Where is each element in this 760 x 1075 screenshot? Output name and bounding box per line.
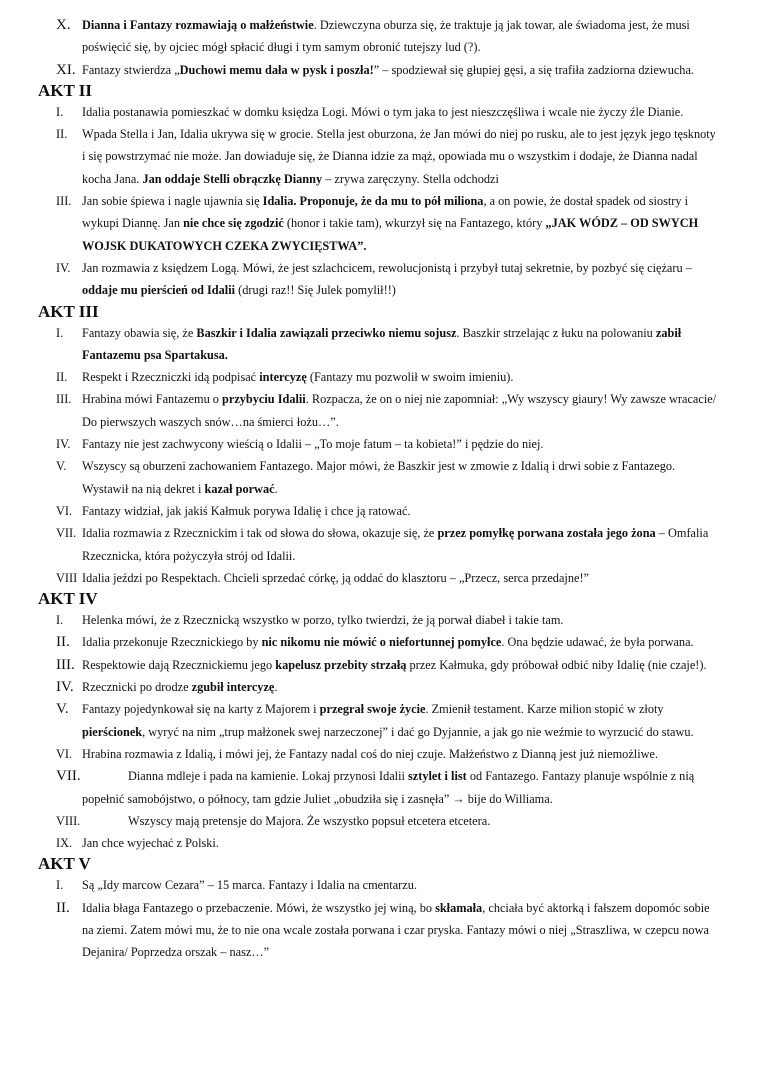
text-run: , chciała być aktorką i fałszem dopomóc sobie na ziemi. Zatem mówi mu, że to nie ona wcale została porwana i czar pryska. Fantazy mówi o niej „Straszliwa, w czepcu nowa Dejanira/ Poprzedza orszak – nasz…” (82, 900, 710, 960)
text-run: . Baszkir strzelając z łuku na polowaniu (456, 325, 656, 340)
scene-number: IV. (56, 437, 71, 452)
bold-text: Duchowi memu dała w pysk i poszła! (179, 62, 374, 77)
bold-text: intercyzę (259, 370, 307, 385)
scene-text (82, 105, 683, 119)
scene-item (0, 190, 760, 257)
scene-text (82, 63, 694, 77)
text-run: Hrabina rozmawia z Idalią, i mówi jej, że Fantazy nadal coś do niej czuje. Małżeństwo z Dianną jest już niemożliwe. (82, 746, 659, 761)
scene-item (0, 500, 760, 522)
text-run: – Omfalia Rzecznicka, która pożyczyła strój od Idalii. (82, 526, 709, 563)
scene-list (0, 609, 760, 854)
text-run: Fantazy stwierdza „ (82, 62, 180, 77)
text-run: Dianna mdleje i pada na kamienie. Lokaj przynosi Idalii (128, 769, 409, 784)
text-run: Respekt i Rzeczniczki idą podpisać (82, 370, 260, 385)
scene-number: I. (56, 325, 64, 340)
act-section (0, 589, 760, 854)
scene-number: II. (56, 634, 70, 651)
text-run: . Dziewczyna oburza się, że traktuje ją jak towar, ale świadoma jest, że musi poświęcić się, by ojciec mógł spłacić długi i tym samym obronić tutejszy lud (?). (82, 18, 690, 55)
scene-item (0, 631, 760, 653)
scene-item (0, 257, 760, 302)
scene-number: IX. (56, 836, 73, 851)
text-run: Idalia jeździ po Respektach. Chcieli sprzedać córkę, ją oddać do klasztoru – „Przecz, serca przedajne!” (82, 570, 589, 585)
text-run: . Zmienił testament. Karze milion stopić w złoty (425, 702, 664, 717)
scene-text (82, 18, 690, 54)
text-run: (honor i takie tam), wkurzył się na Fantazego, który (283, 216, 546, 231)
scene-text (82, 504, 410, 518)
scene-number: II. (56, 127, 68, 142)
text-run: Idalia rozmawia z Rzecznickim i tak od słowa do słowa, okazuje się, że (82, 526, 438, 541)
text-run: bije do Williama. (464, 791, 553, 806)
text-run: Są „Idy marcow Cezara” – 15 marca. Fantazy i Idalia na cmentarzu. (82, 878, 417, 893)
text-run: Jan sobie śpiewa i nagle ujawnia się (82, 194, 263, 209)
scene-text (82, 326, 681, 362)
scene-item (0, 366, 760, 388)
scene-item (0, 14, 760, 59)
bold-text: skłamała (435, 900, 483, 915)
text-run: (drugi raz!! Się Julek pomylił!!) (235, 283, 396, 298)
scene-text (82, 194, 698, 253)
text-run: Jan chce wyjechać z Polski. (82, 836, 219, 851)
text-run: (Fantazy mu pozwolił w swoim imieniu). (306, 370, 514, 385)
text-run: Fantazy obawia się, że (82, 325, 197, 340)
scene-item (0, 810, 760, 832)
bold-text: kapelusz przebity strzałą (275, 657, 407, 672)
text-run: Idalia błaga Fantazego o przebaczenie. Mówi, że wszystko jej winą, bo (82, 900, 436, 915)
scene-item (0, 567, 760, 589)
scene-item (0, 388, 760, 433)
act-section (0, 302, 760, 590)
scene-number: IV. (56, 260, 71, 275)
act-section (0, 854, 760, 963)
scene-text (82, 814, 490, 828)
text-run: . (274, 680, 278, 695)
scene-number: I. (56, 613, 64, 628)
scene-list (0, 874, 760, 963)
bold-text: przybyciu Idalii (222, 392, 306, 407)
scene-number: I. (56, 104, 64, 119)
text-run: Fantazy pojedynkował się na karty z Majorem i (82, 702, 320, 717)
scene-number: I. (56, 878, 64, 893)
bold-text: oddaje mu pierścień od Idalii (82, 283, 236, 298)
text-run: . (274, 481, 278, 496)
text-run: Helenka mówi, że z Rzecznicką wszystko w porzo, tylko twierdzi, że ją porwał diabeł i takie tam. (82, 613, 564, 628)
text-run: ” – spodziewał się głupiej gęsi, a się trafiła zadziorna dziewucha. (373, 62, 694, 77)
bold-text: nie chce się zgodzić (183, 216, 284, 231)
bold-text: przegrał swoje życie (319, 702, 426, 717)
text-run: Respektowie dają Rzecznickiemu jego (82, 657, 276, 672)
scene-item (0, 654, 760, 676)
text-run: Fantazy widział, jak jakiś Kałmuk porywa Idalię i chce ją ratować. (82, 503, 411, 518)
scene-text (82, 437, 543, 451)
act-heading: AKT IV (38, 589, 98, 609)
scene-item (0, 123, 760, 190)
scene-item (0, 322, 760, 367)
text-run: Idalia postanawia pomieszkać w domku księdza Logi. Mówi o tym jaka to jest nieszczęśliwa i wcale nie życzy źle Dianie. (82, 104, 684, 119)
text-run: . Ona będzie udawać, że była porwana. (501, 635, 694, 650)
bold-text: Jan oddaje Stelli obrączkę Dianny (142, 171, 323, 186)
scene-number: V. (56, 459, 67, 474)
bold-text: zgubił intercyzę (191, 680, 275, 695)
scene-text (82, 769, 694, 805)
scene-text (82, 370, 513, 384)
scene-item (0, 433, 760, 455)
bold-text: zabił Fantazemu psa Spartakusa. (82, 325, 682, 362)
scene-text (82, 261, 692, 297)
scene-item (0, 874, 760, 896)
text-run: , a on powie, że dostał spadek od siostry i wykupi Diannę. Jan (82, 194, 689, 231)
scene-text (82, 680, 277, 694)
text-run: Wszyscy są oburzeni zachowaniem Fantazego. Major mówi, że Baszkir jest w zmowie z Idalią i drwi sobie z Fantazego. Wystawił na nią dekret i (82, 459, 676, 496)
bold-text: nic nikomu nie mówić o niefortunnej pomyłce (261, 635, 502, 650)
scene-item (0, 743, 760, 765)
scene-number: IV. (56, 679, 74, 696)
text-run: Hrabina mówi Fantazemu o (82, 392, 223, 407)
bold-text: pierścionek (82, 724, 143, 739)
scene-item (0, 59, 760, 81)
scene-text (82, 878, 417, 892)
scene-number: II. (56, 370, 68, 385)
act-heading: AKT V (38, 854, 91, 874)
scene-text (82, 635, 694, 649)
act-section (0, 81, 760, 302)
scene-number: XI. (56, 61, 76, 78)
text-run: od Fantazego. Fantazy planuje wspólnie z nią popełnić samobójstwo, o północy, tam gdzie Juliet „obudziła się i zasnęła” (82, 769, 695, 806)
scene-number: X. (56, 17, 71, 33)
bold-text: Dianna i Fantazy rozmawiają o małżeństwie (82, 18, 314, 32)
scene-number: III. (56, 194, 72, 209)
bold-text: sztylet i list (408, 769, 467, 784)
act-section (0, 14, 760, 81)
scene-number: III. (56, 392, 72, 407)
act-heading: AKT II (38, 80, 93, 100)
scene-text (82, 392, 716, 428)
scene-item (0, 765, 760, 810)
bold-text: → (452, 791, 465, 806)
scene-text (82, 747, 658, 761)
scene-number: V. (56, 701, 69, 718)
scene-text (82, 613, 563, 627)
scene-list (0, 101, 760, 302)
scene-number: VIII. (56, 813, 81, 828)
text-run: Jan rozmawia z księdzem Logą. Mówi, że jest szlachcicem, rewolucjonistą i przybył tutaj sekretnie, by pozbyć się ciężaru – (82, 260, 692, 275)
bold-text: Idalia. Proponuje, że da mu to pół miliona (262, 194, 484, 209)
scene-item (0, 455, 760, 500)
text-run: – zrywa zaręczyny. Stella odchodzi (322, 171, 499, 186)
scene-number: VI. (56, 503, 73, 518)
bold-text: przez pomyłkę porwana została jego żona (437, 526, 656, 541)
text-run: Wszyscy mają pretensje do Majora. Że wszystko popsuł etcetera etcetera. (128, 813, 491, 828)
text-run: Fantazy nie jest zachwycony wieścią o Idalii – „To moje fatum – ta kobieta!” i pędzie do niej. (82, 437, 544, 452)
scene-item (0, 897, 760, 964)
scene-item (0, 522, 760, 567)
bold-text: kazał porwać (204, 481, 275, 496)
text-run: , wyryć na nim „trup małżonek swej narzeczonej” i dać go Dyjannie, a jak go nie weźmie to wyrzucić do stawu. (142, 724, 694, 739)
scene-text (82, 901, 710, 960)
text-run: . Rozpacza, że on o niej nie zapomniał: „Wy wszyscy giaury! Wy zawsze wracacie/ Do pierwszych waszych snów…na śmierci łożu…”. (82, 392, 717, 429)
scene-item (0, 676, 760, 698)
scene-item (0, 101, 760, 123)
scene-text (82, 702, 694, 738)
scene-number: VI. (56, 746, 73, 761)
scene-list (0, 14, 760, 81)
scene-number: VII. (56, 526, 77, 541)
text-run: przez Kałmuka, gdy próbował odbić niby Idalię (nie czaje!). (406, 657, 707, 672)
bold-text: Baszkir i Idalia zawiązali przeciwko niemu sojusz (196, 325, 457, 340)
bold-text: „JAK WÓDZ – OD SWYCH WOJSK DUKATOWYCH CZEKA ZWYCIĘSTWA”. (82, 216, 699, 253)
scene-number: VII. (56, 768, 81, 785)
scene-text (82, 127, 716, 186)
text-run: Idalia przekonuje Rzecznickiego by (82, 635, 262, 650)
scene-text (82, 526, 708, 562)
text-run: Rzecznicki po drodze (82, 680, 192, 695)
scene-text (82, 658, 707, 672)
text-run: Wpada Stella i Jan, Idalia ukrywa się w grocie. Stella jest oburzona, że Jan mówi do niej po rusku, ale to jest język jego tęsknoty i się powstrzymać nie może. Jan dowiaduje się, że Dianna idzie za mąż, opowiada mu o wszystkim i dodaje, że Dianna nadal kocha Jana. (82, 127, 716, 186)
scene-item (0, 698, 760, 743)
scene-number: VIII (56, 570, 78, 585)
act-heading: AKT III (38, 301, 99, 321)
scene-number: III. (56, 656, 75, 673)
scene-text (82, 571, 589, 585)
scene-text (82, 459, 675, 495)
scene-number: II. (56, 899, 70, 916)
scene-text (82, 836, 219, 850)
scene-list (0, 322, 760, 590)
scene-item (0, 609, 760, 631)
scene-item (0, 832, 760, 854)
